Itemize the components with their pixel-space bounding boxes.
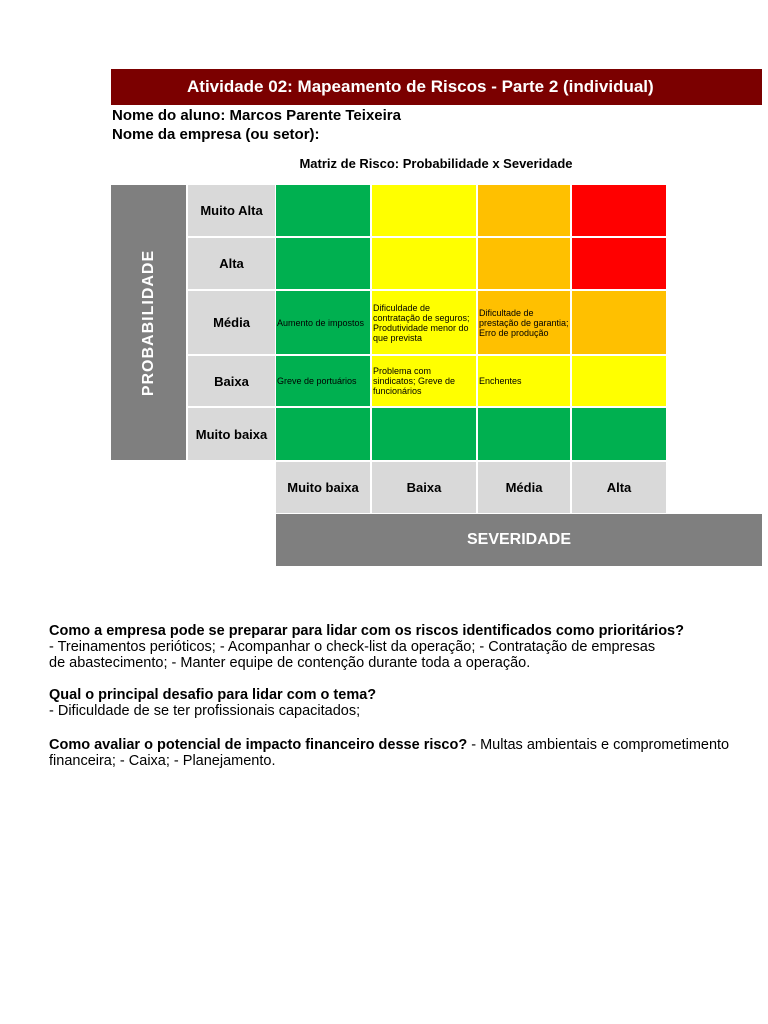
cell-media-baixa: Dificuldade de contratação de seguros; Produtividade menor do que prevista	[372, 291, 476, 354]
cell-baixa-baixa: Problema com sindicatos; Greve de funcionários	[372, 356, 476, 406]
cell-baixa-alta	[572, 356, 666, 406]
answer-3-inline: - Multas ambientais e comprometimento	[467, 737, 730, 753]
student-name: Nome do aluno: Marcos Parente Teixeira	[112, 107, 401, 124]
cell-alta-media	[478, 238, 570, 289]
probability-label: PROBABILIDADE	[139, 249, 157, 396]
cell-muito-baixa-media	[478, 408, 570, 460]
cell-muito-baixa-alta	[572, 408, 666, 460]
col-label-baixa: Baixa	[372, 462, 476, 513]
cell-muito-alta-muito-baixa	[276, 185, 370, 236]
qa-block-1	[49, 623, 684, 671]
row-label-alta: Alta	[188, 238, 275, 289]
cell-muito-alta-alta	[572, 185, 666, 236]
question-3: Como avaliar o potencial de impacto financeiro desse risco?	[49, 737, 468, 753]
question-1: Como a empresa pode se preparar para lidar com os riscos identificados como prioritários?	[49, 623, 684, 639]
page-title: Atividade 02: Mapeamento de Riscos - Parte 2 (individual)	[187, 77, 654, 96]
cell-alta-baixa	[372, 238, 476, 289]
cell-baixa-media: Enchentes	[478, 356, 570, 406]
answer-2-line-1: - Dificuldade de se ter profissionais capacitados;	[49, 703, 361, 719]
col-label-alta: Alta	[572, 462, 666, 513]
cell-alta-alta	[572, 238, 666, 289]
company-name: Nome da empresa (ou setor):	[112, 126, 320, 143]
cell-media-muito-baixa: Aumento de impostos	[276, 291, 370, 354]
answer-3-line-2: financeira; - Caixa; - Planejamento.	[49, 753, 276, 769]
cell-media-media: Dificultade de prestação de garantia; Erro de produção	[478, 291, 570, 354]
row-label-baixa: Baixa	[188, 356, 275, 406]
probability-axis	[111, 185, 186, 460]
cell-muito-alta-media	[478, 185, 570, 236]
row-label-muito-baixa: Muito baixa	[188, 408, 275, 460]
cell-muito-baixa-baixa	[372, 408, 476, 460]
row-label-muito-alta: Muito Alta	[188, 185, 275, 236]
cell-alta-muito-baixa	[276, 238, 370, 289]
matrix-title: Matriz de Risco: Probabilidade x Severidade	[299, 156, 573, 171]
col-label-media: Média	[478, 462, 570, 513]
severity-axis	[276, 514, 762, 566]
severity-label: SEVERIDADE	[466, 531, 572, 548]
cell-muito-baixa-muito-baixa	[276, 408, 370, 460]
col-label-muito-baixa: Muito baixa	[276, 462, 370, 513]
cell-baixa-muito-baixa: Greve de portuários	[276, 356, 370, 406]
cell-muito-alta-baixa	[372, 185, 476, 236]
row-label-media: Média	[188, 291, 275, 354]
qa-block-2	[49, 687, 667, 719]
question-2: Qual o principal desafio para lidar com o tema?	[49, 687, 377, 703]
cell-media-alta	[572, 291, 666, 354]
qa-block-3	[49, 737, 730, 769]
answer-1-line-2: de abastecimento; - Manter equipe de contenção durante toda a operação.	[49, 655, 531, 671]
answer-1-line-1: - Treinamentos perióticos; - Acompanhar o check-list da operação; - Contratação de empresas	[49, 639, 656, 655]
